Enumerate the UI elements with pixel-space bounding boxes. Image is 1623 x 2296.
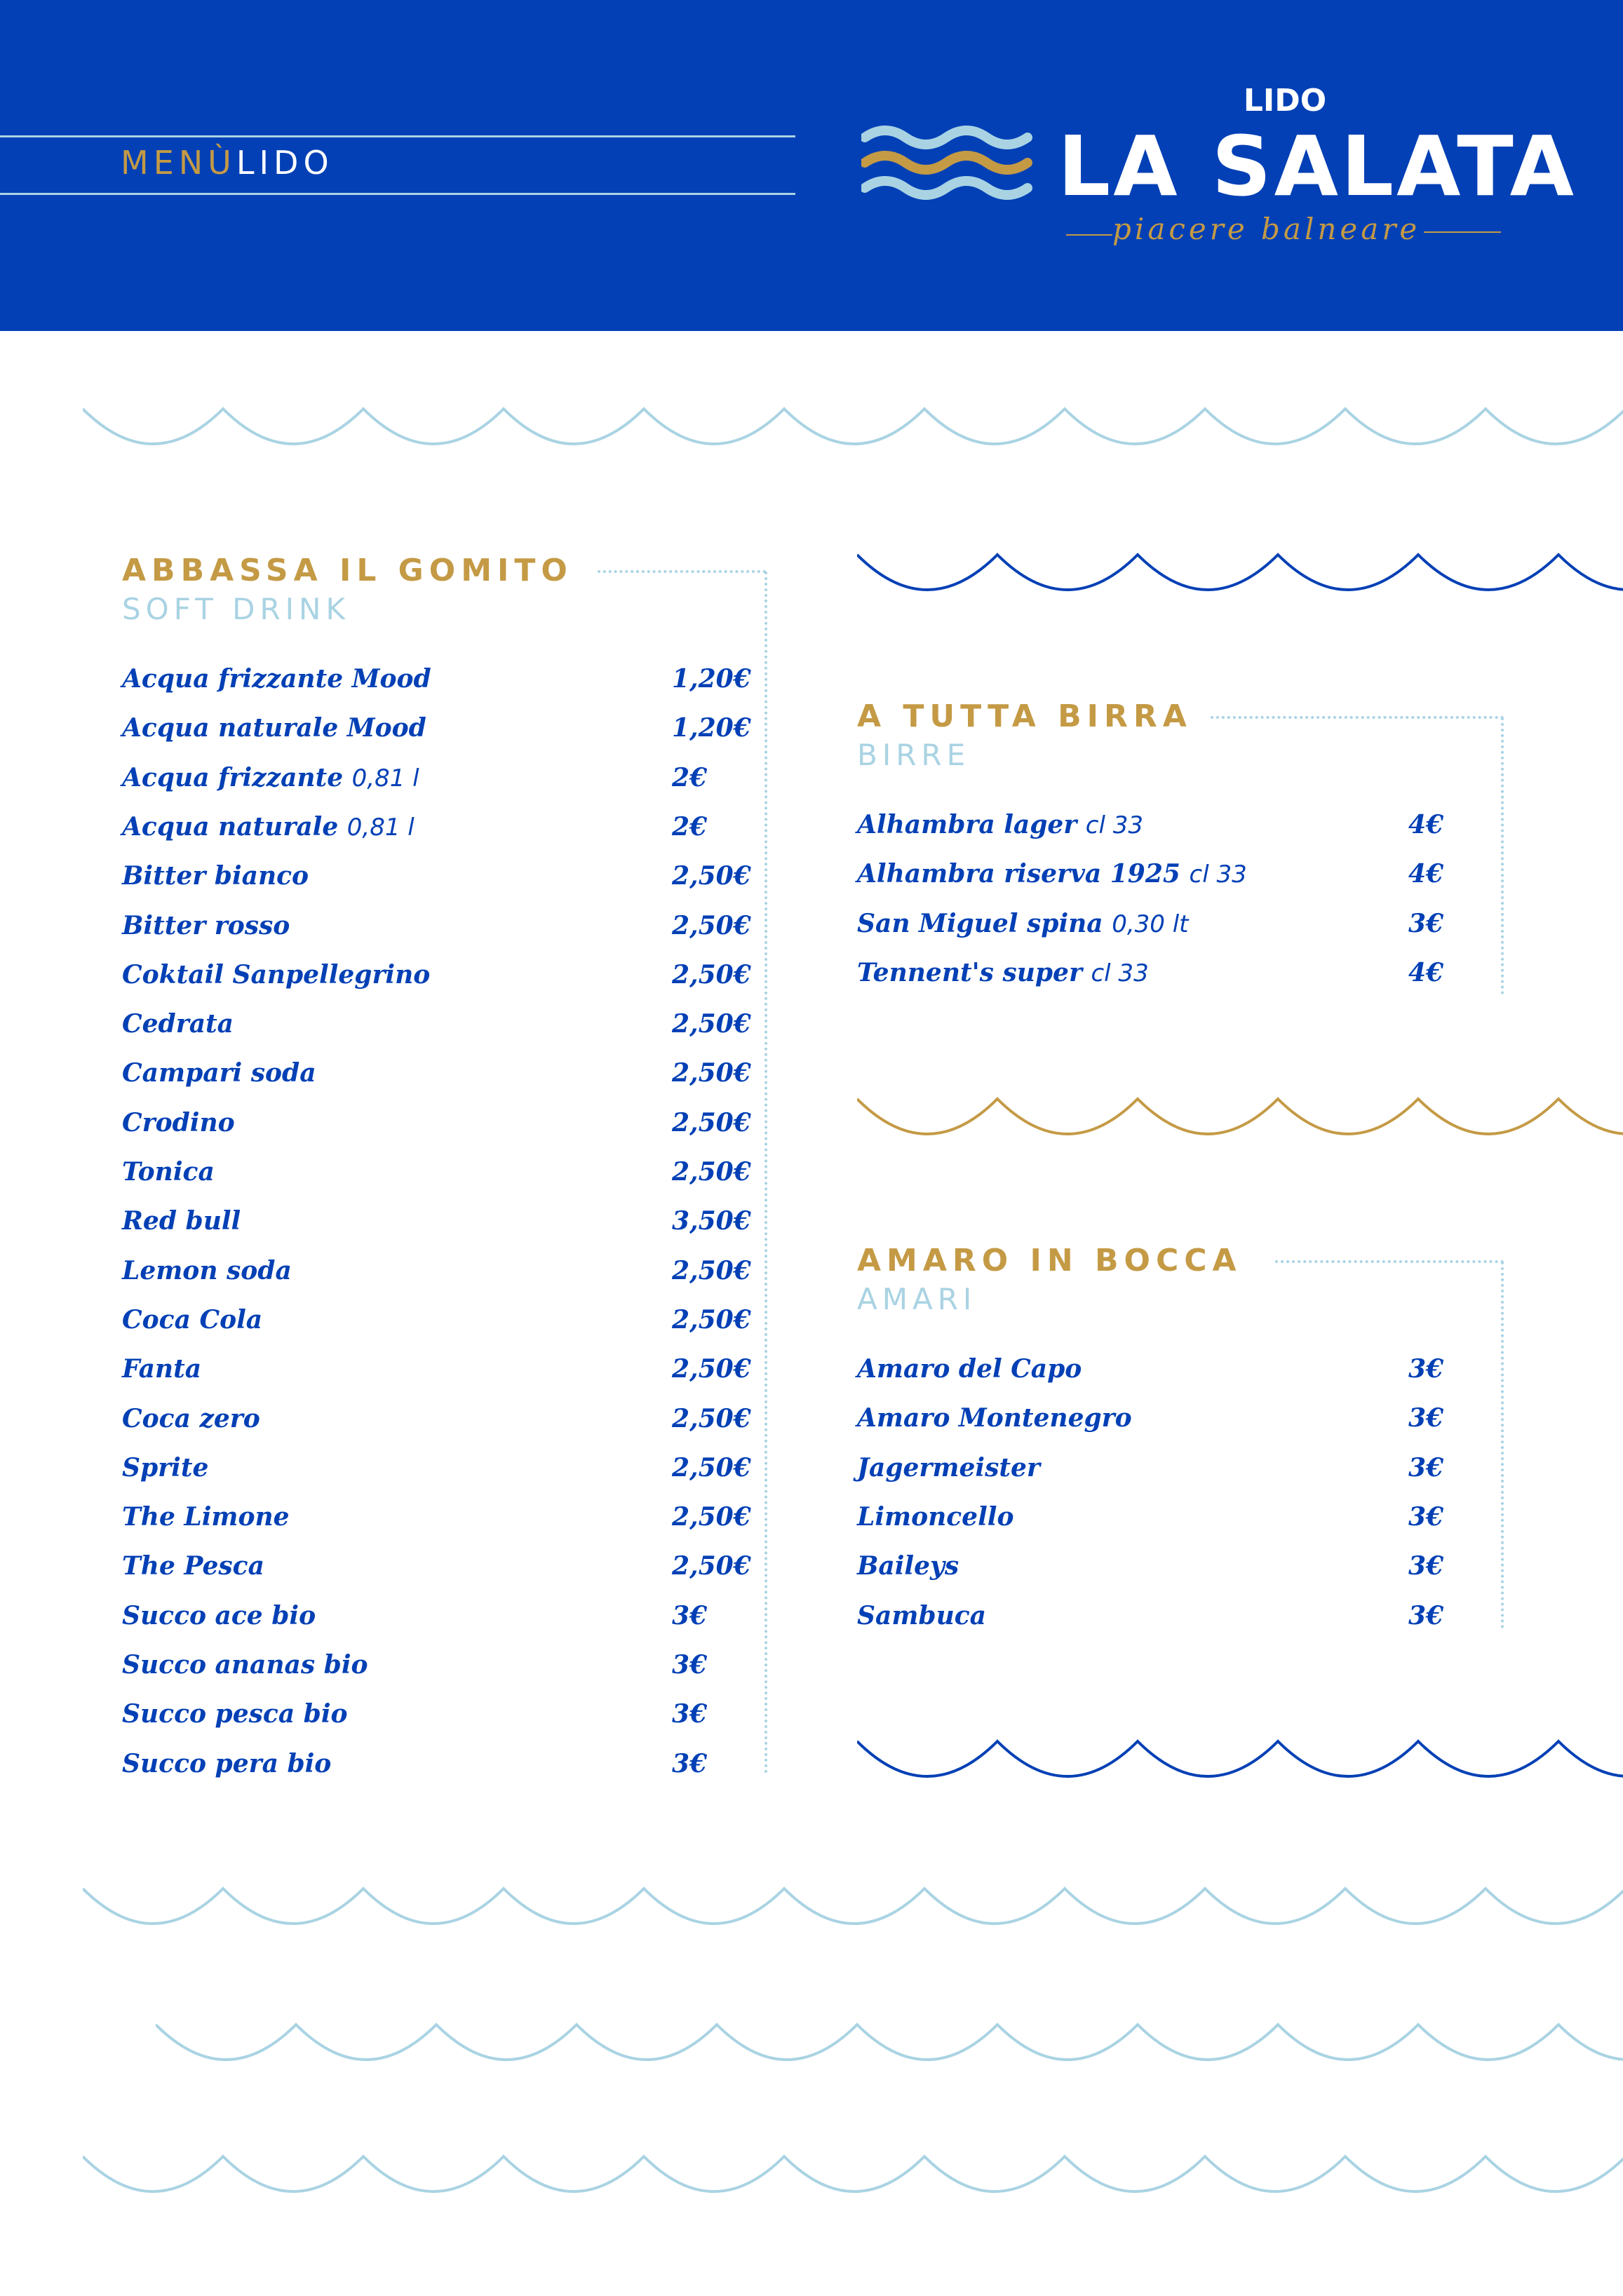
amari-dotted-border <box>1501 1262 1504 1628</box>
menu-item-price: 2€ <box>672 762 708 792</box>
menu-item-price: 3€ <box>672 1748 708 1778</box>
menu-item-price: 2,50€ <box>672 910 751 940</box>
menu-item-price: 3€ <box>1408 1551 1444 1581</box>
menu-item-note: 0,30 lt <box>1112 910 1189 938</box>
menu-item <box>122 1299 751 1341</box>
menu-item-price: 3€ <box>1408 1501 1444 1532</box>
wave-divider-bottom-2 <box>156 2021 1623 2063</box>
menu-item <box>857 952 1479 994</box>
soft-drink-title: ABBASSA IL GOMITO <box>122 553 573 588</box>
menu-item-name <box>122 1545 264 1587</box>
menu-item-name <box>857 1595 986 1637</box>
menu-item-name <box>857 952 1149 994</box>
menu-item-name-text: Amaro Montenegro <box>857 1403 1132 1433</box>
menu-item <box>122 757 742 799</box>
menu-item-name-text: Acqua naturale <box>122 811 339 842</box>
menu-item-name <box>122 1200 241 1242</box>
menu-item <box>857 1496 1479 1538</box>
menu-item-note: cl 33 <box>1085 811 1144 839</box>
menu-item-price: 2,50€ <box>672 1255 751 1285</box>
menu-item-price: 4€ <box>1408 957 1444 987</box>
menu-item-price: 2,50€ <box>672 1157 751 1187</box>
header-banner <box>0 0 1623 331</box>
menu-item-name-text: Tennent's super <box>857 957 1082 987</box>
menu-item-note: 0,81 l <box>351 764 419 792</box>
menu-item-name <box>122 1151 215 1193</box>
menu-item <box>122 1348 751 1390</box>
menu-item-name <box>122 1299 262 1341</box>
menu-item <box>857 804 1479 846</box>
menu-item-name <box>857 1447 1040 1489</box>
birre-title: A TUTTA BIRRA <box>857 698 1192 734</box>
menu-item-note: cl 33 <box>1091 959 1149 987</box>
menu-item <box>857 1397 1479 1439</box>
wave-divider-right-2 <box>857 1095 1623 1137</box>
logo-waves-icon <box>861 123 1037 208</box>
menu-item-name <box>122 1595 316 1637</box>
header-rule-bottom <box>0 193 795 195</box>
menu-item <box>122 1545 751 1587</box>
birre-subtitle: BIRRE <box>857 738 971 772</box>
menu-item <box>122 1595 742 1637</box>
menu-item-price: 3€ <box>1408 1452 1444 1483</box>
menu-item-name <box>122 1250 292 1292</box>
menu-item-name-text: Jagermeister <box>857 1452 1040 1483</box>
menu-item-name-text: Alhambra riserva 1925 <box>857 859 1180 889</box>
menu-item-name-text: Succo pesca bio <box>122 1699 348 1729</box>
menu-item <box>122 1052 751 1094</box>
menu-item <box>857 1348 1479 1390</box>
menu-item-name-text: Succo pera bio <box>122 1748 332 1778</box>
menu-item-price: 3€ <box>1408 908 1444 938</box>
menu-item-name <box>857 1496 1013 1538</box>
menu-item-name <box>122 1348 201 1390</box>
menu-item-name-text: Crodino <box>122 1107 235 1137</box>
menu-item-price: 4€ <box>1408 810 1444 839</box>
wave-divider-bottom-3 <box>83 2153 1623 2195</box>
menu-item-name-text: Tonica <box>122 1157 215 1187</box>
menu-item-price: 1,20€ <box>672 713 751 743</box>
menu-item-name-text: Sprite <box>122 1452 209 1483</box>
menu-item-name <box>122 658 431 700</box>
menu-item <box>122 1447 751 1489</box>
menu-item-price: 2,50€ <box>672 1452 751 1483</box>
menu-item-name <box>122 1447 208 1489</box>
menu-item-name-text: Red bull <box>122 1206 241 1236</box>
menu-item-name-text: Alhambra lager <box>857 810 1077 839</box>
menu-item <box>122 1743 742 1785</box>
menu-item <box>122 1102 751 1144</box>
menu-item-price: 2,50€ <box>672 1009 751 1039</box>
menu-item-name <box>122 1693 348 1735</box>
amari-subtitle: AMARI <box>857 1282 977 1316</box>
menu-item-price: 2,50€ <box>672 1058 751 1088</box>
menu-item-name <box>857 903 1188 945</box>
menu-item <box>122 1398 751 1440</box>
menu-item-name <box>857 1348 1082 1390</box>
menu-item-name-text: Bitter bianco <box>122 861 309 891</box>
menu-item-name-text: Lemon soda <box>122 1255 292 1285</box>
menu-item-price: 3€ <box>1408 1403 1444 1433</box>
menu-item-name-text: Coktail Sanpellegrino <box>122 959 431 990</box>
menu-item-name-text: San Miguel spina <box>857 908 1103 938</box>
menu-item-name <box>122 1743 331 1785</box>
menu-item-name <box>122 855 309 897</box>
amari-dotted-rule <box>1275 1260 1504 1263</box>
menu-item-price: 3,50€ <box>672 1206 751 1236</box>
menu-item <box>122 905 751 947</box>
menu-item-price: 2,50€ <box>672 1403 751 1433</box>
birre-dotted-rule <box>1211 716 1504 719</box>
menu-item-name <box>857 1545 959 1587</box>
menu-item <box>122 1250 751 1292</box>
brand-name: LA SALATA <box>1058 118 1577 215</box>
tagline-rule-left <box>1066 234 1112 236</box>
menu-item-price: 2,50€ <box>672 1551 751 1581</box>
menu-item-price: 2€ <box>672 811 708 842</box>
menu-item <box>857 853 1479 895</box>
menu-item <box>122 954 751 996</box>
menu-item <box>857 1545 1479 1587</box>
header-rule-top <box>0 135 795 137</box>
menu-label-part2: LIDO <box>236 144 334 182</box>
menu-item-name <box>122 1496 290 1538</box>
menu-item <box>122 855 751 897</box>
menu-item-note: cl 33 <box>1189 860 1247 889</box>
menu-item <box>122 1003 751 1045</box>
brand-small-label: LIDO <box>1243 83 1327 119</box>
menu-item-name <box>122 905 290 947</box>
menu-item-name <box>857 853 1247 896</box>
menu-item-name <box>122 806 415 849</box>
menu-item-price: 3€ <box>672 1699 708 1729</box>
menu-item-name-text: Coca Cola <box>122 1304 263 1335</box>
menu-item-price: 3€ <box>1408 1600 1444 1630</box>
wave-divider-right-3 <box>857 1738 1623 1780</box>
menu-item <box>122 1693 742 1735</box>
soft-drink-dotted-border <box>765 572 767 1774</box>
menu-item-name-text: Limoncello <box>857 1501 1014 1532</box>
birre-dotted-border <box>1501 717 1504 994</box>
tagline: piacere balneare <box>1112 212 1421 246</box>
tagline-rule-right <box>1424 231 1501 233</box>
menu-item-price: 3€ <box>1408 1354 1444 1384</box>
menu-item-name <box>122 954 430 996</box>
menu-item-name-text: Cedrata <box>122 1009 234 1039</box>
menu-item <box>122 707 751 749</box>
menu-item-price: 2,50€ <box>672 1304 751 1335</box>
menu-item-name <box>122 1398 260 1440</box>
menu-item-name-text: Campari soda <box>122 1058 316 1088</box>
soft-drink-dotted-rule <box>598 570 766 573</box>
menu-item <box>857 1447 1479 1489</box>
menu-item-name <box>122 707 426 749</box>
menu-item-name <box>857 1397 1132 1439</box>
menu-item-price: 2,50€ <box>672 1107 751 1137</box>
menu-item-name-text: Coca zero <box>122 1403 260 1433</box>
menu-item <box>122 1644 742 1686</box>
menu-item-price: 2,50€ <box>672 959 751 990</box>
menu-item <box>122 658 751 700</box>
menu-label-part1: MENÙ <box>121 144 236 182</box>
menu-item-price: 2,50€ <box>672 1354 751 1384</box>
menu-item-name <box>857 804 1143 846</box>
menu-item <box>122 1151 751 1193</box>
menu-item-name-text: Succo ananas bio <box>122 1650 368 1680</box>
menu-item-name <box>122 1102 235 1144</box>
menu-label <box>121 142 334 184</box>
menu-item-name-text: Bitter rosso <box>122 910 290 940</box>
menu-item <box>122 806 742 848</box>
menu-item-note: 0,81 l <box>346 813 415 842</box>
menu-item-name-text: Acqua frizzante Mood <box>122 664 431 694</box>
menu-item-name-text: Acqua frizzante <box>122 762 344 792</box>
menu-item <box>122 1200 751 1242</box>
menu-item-name-text: Fanta <box>122 1354 202 1384</box>
menu-item-name-text: Succo ace bio <box>122 1600 316 1630</box>
wave-divider-right-1 <box>857 551 1623 593</box>
wave-divider-top <box>83 405 1623 447</box>
menu-item-price: 1,20€ <box>672 664 751 694</box>
amari-title: AMARO IN BOCCA <box>857 1243 1242 1278</box>
menu-item-price: 3€ <box>672 1650 708 1680</box>
menu-item-name-text: The Pesca <box>122 1551 264 1581</box>
menu-item-name-text: Acqua naturale Mood <box>122 713 426 743</box>
soft-drink-subtitle: SOFT DRINK <box>122 592 351 626</box>
menu-item-price: 2,50€ <box>672 1502 751 1532</box>
menu-item-price: 4€ <box>1408 859 1444 889</box>
menu-item-name-text: Amaro del Capo <box>857 1354 1082 1384</box>
menu-item <box>122 1496 751 1538</box>
menu-item-name <box>122 1003 234 1045</box>
menu-item-name <box>122 1052 316 1094</box>
menu-item-price: 3€ <box>672 1600 708 1630</box>
menu-item-name-text: The Limone <box>122 1502 290 1532</box>
wave-divider-bottom-1 <box>83 1885 1623 1927</box>
menu-item <box>857 1595 1479 1637</box>
menu-item-name-text: Baileys <box>857 1551 959 1581</box>
menu-item-name-text: Sambuca <box>857 1600 987 1630</box>
menu-item-name <box>122 1644 368 1686</box>
menu-item-price: 2,50€ <box>672 861 751 891</box>
menu-item-name <box>122 757 419 799</box>
menu-item <box>857 903 1479 945</box>
